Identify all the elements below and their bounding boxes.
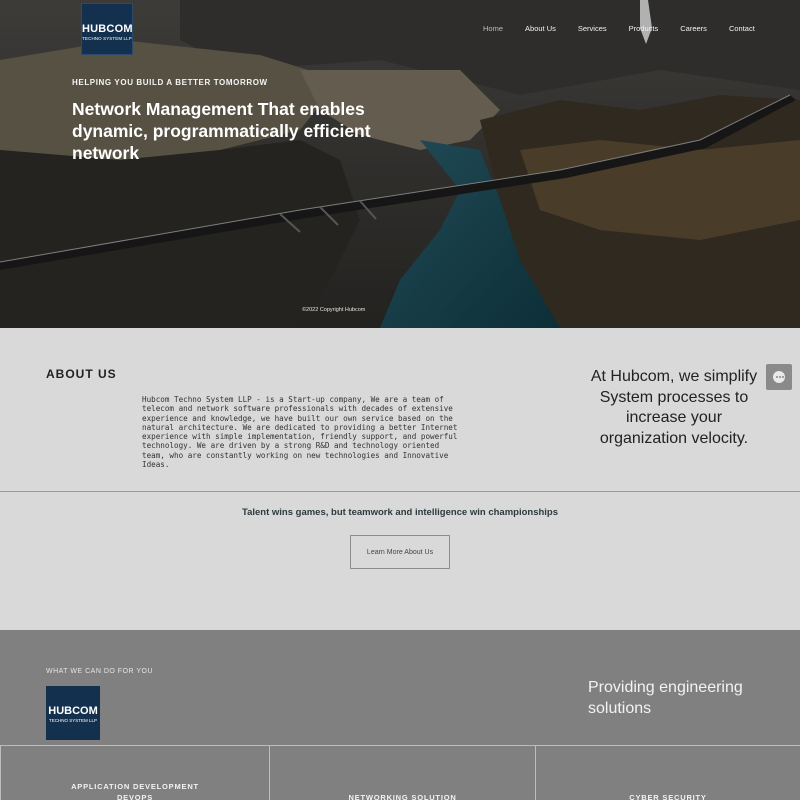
services-tagline: Providing engineering solutions: [588, 679, 743, 717]
logo-subtitle: TECHNO SYSTEM LLP: [48, 718, 97, 723]
service-card-title: CYBER SECURITY: [629, 793, 707, 800]
hero-tagline: HELPING YOU BUILD A BETTER TOMORROW: [72, 78, 268, 87]
service-card-cyber-security[interactable]: [535, 746, 800, 800]
nav-item-products[interactable]: Products: [628, 24, 659, 33]
nav-item-careers[interactable]: Careers: [680, 24, 707, 33]
logo-name: HUBCOM: [82, 23, 133, 35]
about-title: ABOUT US: [46, 367, 117, 381]
hero-section: [0, 0, 800, 328]
chat-bubble-icon[interactable]: [766, 364, 792, 390]
services-eyebrow: WHAT WE CAN DO FOR YOU: [46, 668, 154, 675]
about-section: [0, 328, 800, 492]
service-cards: [0, 745, 800, 800]
learn-more-button[interactable]: Learn More About Us: [350, 535, 450, 569]
chat-dot: [776, 376, 778, 378]
services-section: [0, 630, 800, 800]
service-card-app-dev[interactable]: [0, 746, 269, 800]
logo-name: HUBCOM: [48, 705, 98, 717]
chat-dot: [779, 376, 781, 378]
about-description: Hubcom Techno System LLP - is a Start-up company, We are a team of telecom and network software professionals with decades of extensive experience and knowledge, we have built our own service based on the natural architecture. We are dedicated to providing a better Internet experience with simple implementation, friendly support, and powerful technology. We are driven by a strong R&D and technology oriented team, who are constantly working on new technologies and Innovative Ideas.: [142, 395, 458, 470]
copyright-text: ©2022 Copyright Hubcom: [302, 307, 366, 313]
service-card-title: APPLICATION DEVELOPMENT: [71, 782, 199, 791]
nav-item-about-us[interactable]: About Us: [525, 24, 556, 33]
nav-item-contact[interactable]: Contact: [728, 24, 755, 33]
nav-item-home[interactable]: Home: [483, 24, 504, 33]
service-card-title: NETWORKING SOLUTION: [348, 793, 457, 800]
logo-subtitle: TECHNO SYSTEM LLP: [82, 36, 132, 41]
nav-item-services[interactable]: Services: [577, 24, 607, 33]
hero-headline: Network Management That enables dynamic, programmatically efficient network: [72, 99, 371, 163]
service-card-subtitle: DEVOPS: [116, 793, 154, 800]
chat-dot: [782, 376, 784, 378]
hubcom-logo[interactable]: [81, 3, 133, 55]
motto-text: Talent wins games, but teamwork and intelligence win championships: [241, 507, 559, 518]
hubcom-logo-secondary: [46, 686, 100, 740]
about-quote: At Hubcom, we simplify System processes to increase your organization velocity.: [590, 368, 758, 447]
service-card-networking[interactable]: [269, 746, 535, 800]
motto-section: [0, 492, 800, 630]
main-navigation: [472, 24, 766, 34]
